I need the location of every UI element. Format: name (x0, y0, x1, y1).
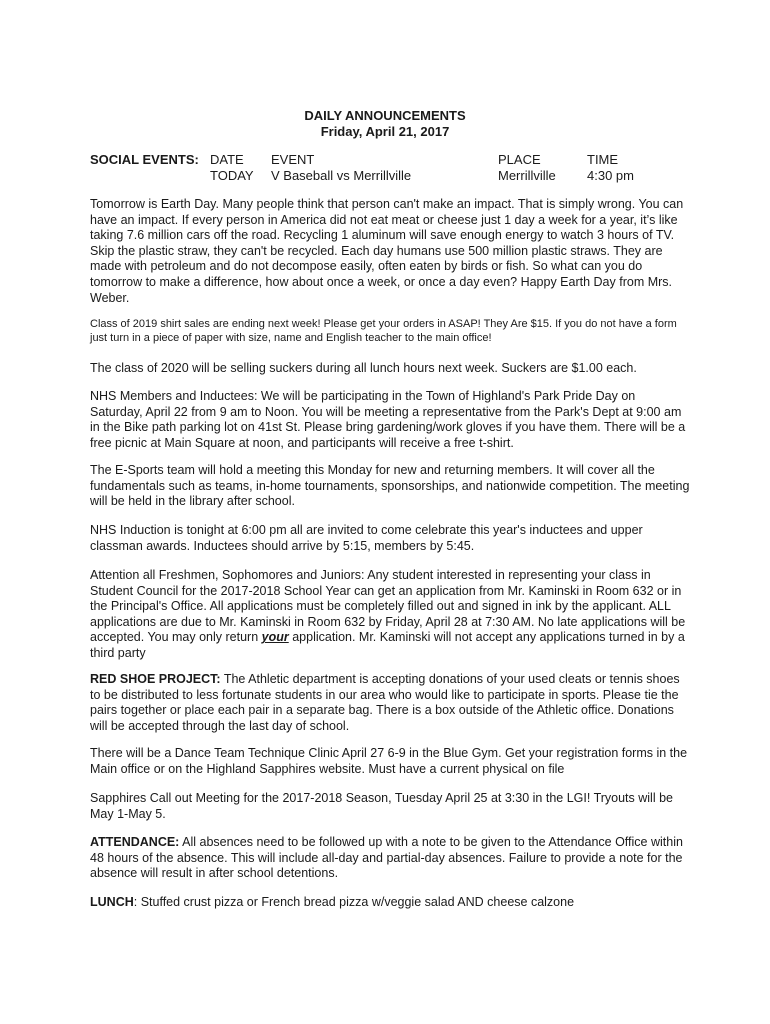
esports-announcement: The E-Sports team will hold a meeting this Monday for new and returning members. It will cover all the fundamentals such as teams, in-home tournaments, sponsorships, and nationwide competition. The meeting will be held in the library after school. (90, 463, 690, 509)
nhs-pride-day-announcement: NHS Members and Inductees: We will be participating in the Town of Highland's Park Pride Day on Saturday, April 22 from 9 am to Noon. You will be meeting a representative from the Park's Dept at 9:00 am in the Bike path parking lot on 41st St. Please bring gardening/work gloves if you have them. There will be a free picnic at Main Square at noon, and participants will receive a free t-shirt. (90, 389, 686, 450)
student-council-announcement (90, 568, 690, 662)
lunch-label: LUNCH (90, 895, 134, 909)
title-block (0, 108, 770, 140)
shirt-sales-announcement: Class of 2019 shirt sales are ending next week! Please get your orders in ASAP! They Are $15. If you do not have a form just turn in a piece of paper with size, name and English teacher to the main office! (90, 318, 677, 345)
event-name: V Baseball vs Merrillville (271, 168, 412, 183)
suckers-announcement: The class of 2020 will be selling suckers during all lunch hours next week. Suckers are $1.00 each. (90, 361, 637, 375)
column-header-event: EVENT (271, 152, 315, 167)
student-council-text: Attention all Freshmen, Sophomores and Juniors: Any student interested in representing your class in Student Council for the 2017-2018 School Year can get an application from Mr. Kaminski in Room 632 or in the Principal's Office. All applications must be completely filled out and signed in ink by the applicant. ALL applications are due to Mr. Kaminski in Room 632 by Friday, April 28 at 7:30 AM. No late applications will be accepted. You may only return (90, 568, 686, 645)
red-shoe-announcement (90, 672, 690, 734)
social-events-table (90, 152, 690, 186)
event-date: TODAY (210, 168, 254, 183)
dance-clinic-announcement: There will be a Dance Team Technique Clinic April 27 6-9 in the Blue Gym. Get your registration forms in the Main office or on the Highland Sapphires website. Must have a current physical on file (90, 746, 688, 776)
student-council-text-end: application. Mr. Kaminski will not accept any applications turned in by a third party (90, 630, 685, 660)
nhs-induction-announcement: NHS Induction is tonight at 6:00 pm all are invited to come celebrate this year's inductees and upper classman awards. Inductees should arrive by 5:15, members by 5:45. (90, 523, 643, 553)
column-header-time: TIME (587, 152, 619, 167)
social-events-label: SOCIAL EVENTS: (90, 152, 199, 167)
event-time: 4:30 pm (587, 168, 634, 183)
red-shoe-label: RED SHOE PROJECT: (90, 672, 221, 686)
column-header-place: PLACE (498, 152, 541, 167)
student-council-emphasis: your (261, 630, 289, 645)
event-place: Merrillville (498, 168, 556, 183)
page-title: DAILY ANNOUNCEMENTS (304, 108, 466, 123)
sapphires-announcement: Sapphires Call out Meeting for the 2017-2018 Season, Tuesday April 25 at 3:30 in the LGI! Tryouts will be May 1-May 5. (90, 791, 673, 821)
page-date: Friday, April 21, 2017 (320, 124, 450, 139)
attendance-announcement (90, 835, 690, 882)
lunch-announcement (90, 895, 690, 911)
lunch-text: : Stuffed crust pizza or French bread pizza w/veggie salad AND cheese calzone (133, 895, 575, 909)
attendance-label: ATTENDANCE: (90, 835, 180, 849)
red-shoe-text: The Athletic department is accepting donations of your used cleats or tennis shoes to be distributed to less fortunate students in our area who would like to participate in sports. Please tie the pairs together or place each pair in a separate bag. There is a box outside of the Athletic office. Donations will be accepted through the last day of school. (90, 672, 680, 733)
attendance-text: All absences need to be followed up with a note to be given to the Attendance Office within 48 hours of the absence. This will include all-day and partial-day absences. Failure to provide a note for the absence will result in after school detentions. (90, 835, 683, 881)
earth-day-announcement: Tomorrow is Earth Day. Many people think that person can't make an impact. That is simply wrong. You can have an impact. If every person in America did not eat meat or cheese just 1 day a week for a year, it’s like taking 7.6 million cars off the road. Recycling 1 aluminum will save enough energy to watch 3 hours of TV. Skip the plastic straw, they can't be recycled. Each day humans use 500 million plastic straws. They are made with petroleum and do not decompose easily, often eaten by birds or fish. So what can you do tomorrow to make a difference, how about once a week, or once a day even? Happy Earth Day from Mrs. Weber. (90, 197, 684, 305)
column-header-date: DATE (210, 152, 244, 167)
